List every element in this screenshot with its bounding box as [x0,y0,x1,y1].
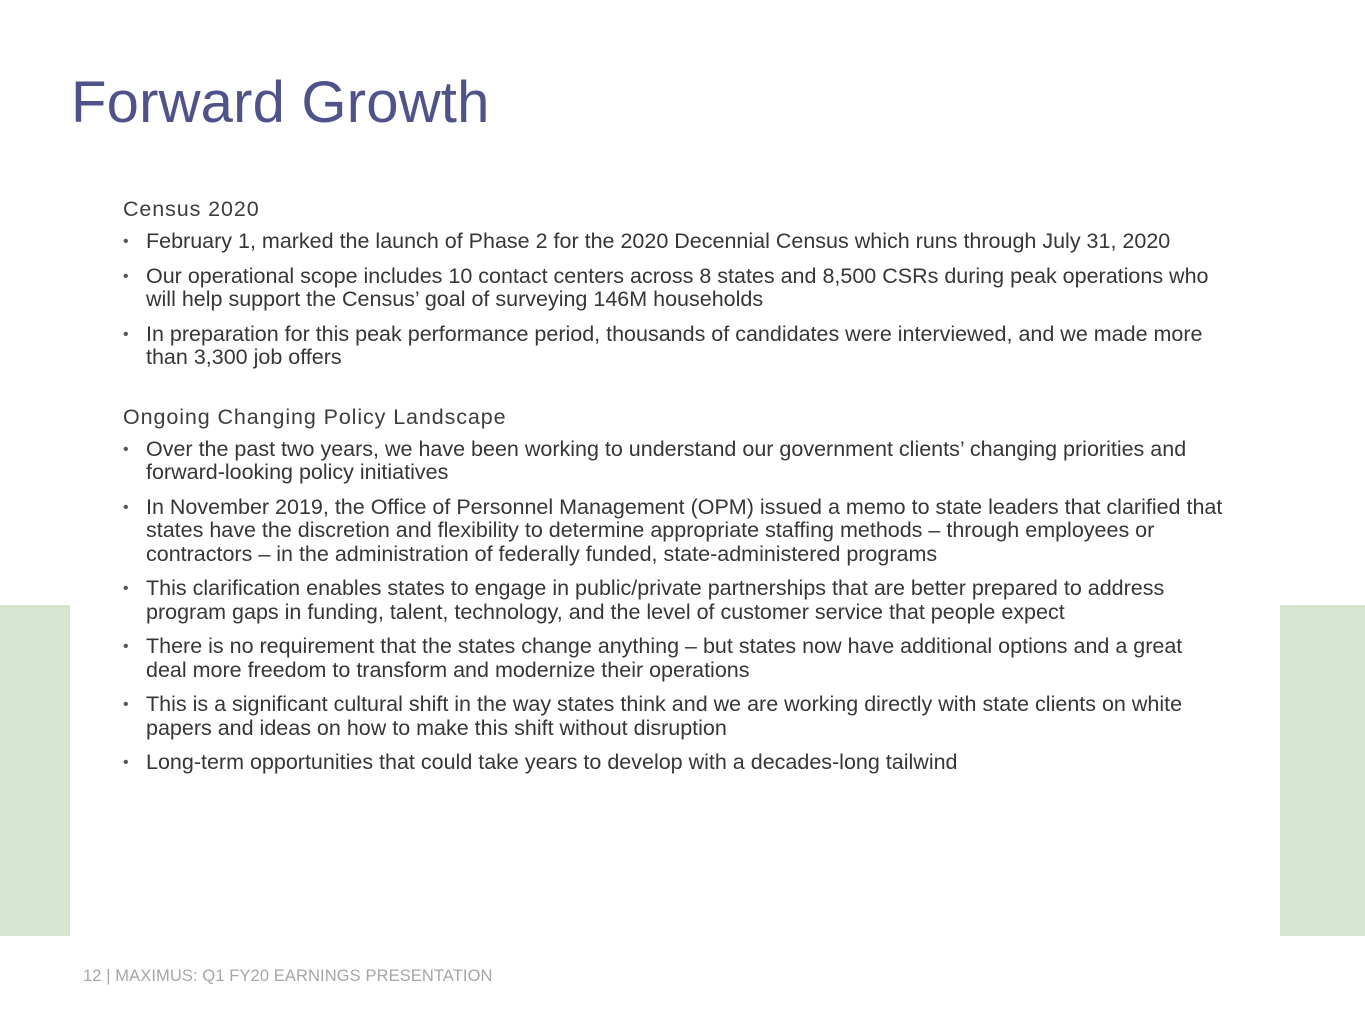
bullet-text: In preparation for this peak performance period, thousands of candidates were interviewed, and we made more than 3,300 job offers [146,321,1203,369]
bullet-text: There is no requirement that the states change anything – but states now have additional options and a great deal more freedom to transform and modernize their operations [146,634,1183,682]
bullet-icon: • [123,440,129,458]
bullet-icon: • [123,325,129,343]
bullet-item [123,438,1223,485]
section-policy-landscape [123,404,1223,775]
bullet-item [123,635,1223,682]
bullet-item [123,323,1223,370]
bullet-icon: • [123,696,129,713]
bullet-text: February 1, marked the launch of Phase 2 for the 2020 Decennial Census which runs through July 31, 2020 [146,229,1171,253]
bullet-text: Long-term opportunities that could take years to develop with a decades-long tailwind [146,750,958,774]
bullet-icon: • [123,580,129,597]
bullet-item [123,230,1223,254]
bullet-text: In November 2019, the Office of Personnel Management (OPM) issued a memo to state leaders that clarified that states have the discretion and flexibility to determine appropriate staffing methods – through employees or contractors – in the administration of federally funded, state-administered programs [146,494,1223,566]
bullet-text: This clarification enables states to engage in public/private partnerships that are better prepared to address program gaps in funding, talent, technology, and the level of customer service that people expect [146,576,1165,624]
right-accent-bar [1280,605,1365,936]
bullet-list [123,438,1223,775]
bullet-item [123,265,1223,312]
bullet-text: This is a significant cultural shift in the way states think and we are working directly with state clients on white papers and ideas on how to make this shift without disruption [146,692,1183,740]
bullet-text: Over the past two years, we have been working to understand our government clients’ changing priorities and forward-looking policy initiatives [146,436,1187,484]
left-accent-bar [0,605,70,936]
bullet-icon: • [123,638,129,655]
bullet-item [123,577,1223,624]
bullet-item [123,751,1223,775]
bullet-item [123,693,1223,740]
section-heading: Census 2020 [123,197,260,221]
slide-title: Forward Growth [71,70,490,135]
bullet-icon: • [123,267,129,285]
bullet-icon: • [123,498,129,516]
section-census-2020 [123,196,1223,370]
bullet-list [123,230,1223,370]
bullet-icon: • [123,233,129,250]
bullet-text: Our operational scope includes 10 contact centers across 8 states and 8,500 CSRs during peak operations who will help support the Census’ goal of surveying 146M households [146,263,1209,311]
bullet-item [123,496,1223,567]
section-heading: Ongoing Changing Policy Landscape [123,404,507,429]
bullet-icon: • [123,754,129,771]
slide-content [123,196,1223,786]
slide-footer: 12 | MAXIMUS: Q1 FY20 EARNINGS PRESENTATION [83,967,493,985]
